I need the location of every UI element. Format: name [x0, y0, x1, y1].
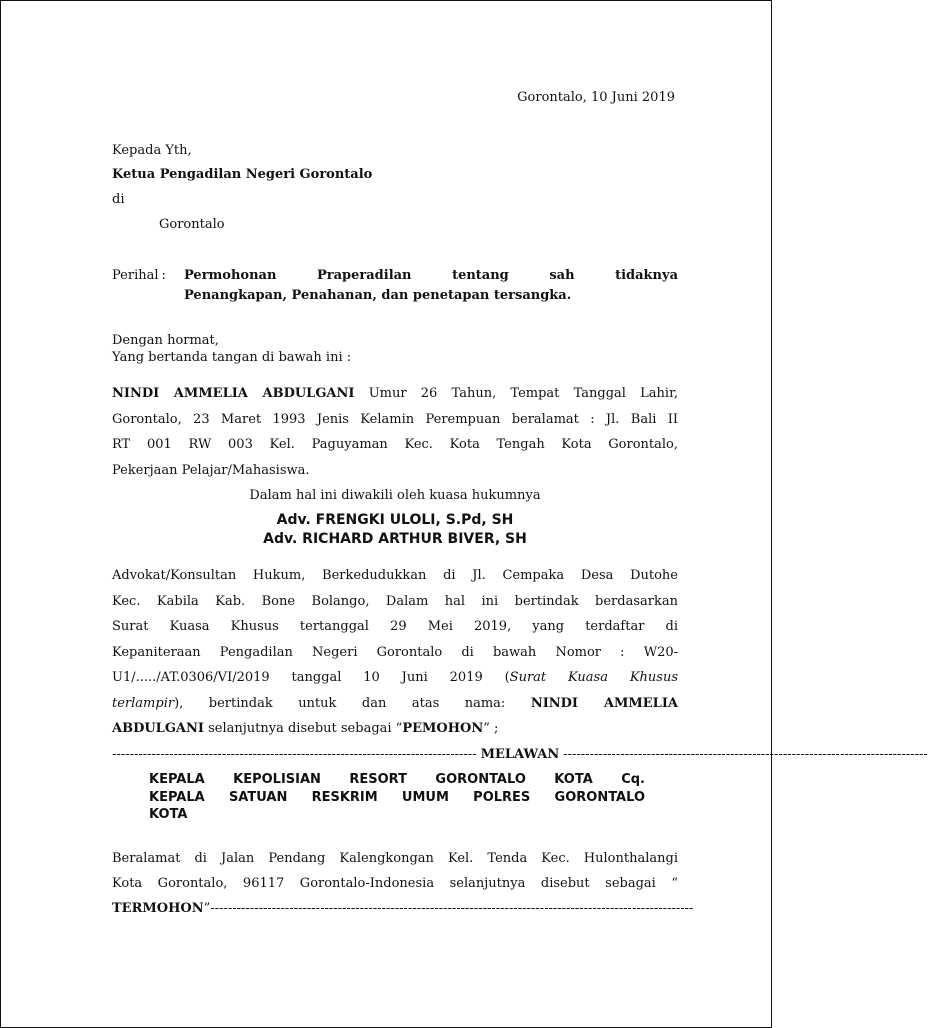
applicant-line-2: Gorontalo, 23 Maret 1993 Jenis Kelamin Perempuan beralamat : Jl. Bali II	[112, 411, 678, 427]
applicant-paragraph	[112, 381, 678, 483]
lawyer-1: Adv. FRENGKI ULOLI, S.Pd, SH	[276, 512, 514, 528]
subject-line-1: Permohonan Praperadilan tentang sah tidaknya	[184, 268, 678, 283]
applicant-name: NINDI AMMELIA ABDULGANI	[112, 386, 355, 401]
lawyer-2: Adv. RICHARD ARTHUR BIVER, SH	[263, 531, 527, 547]
versus-label: MELAWAN	[480, 747, 560, 762]
advocate-line-1: Advokat/Konsultan Hukum, Berkedudukkan di Jl. Cempaka Desa Dutohe	[112, 568, 678, 583]
dash-left: -----------------------------------------------------------------------------------	[112, 747, 477, 762]
respondent-line-1: KEPALA KEPOLISIAN RESORT GORONTALO KOTA Cq.	[149, 772, 645, 787]
advocate-line-5: U1/...../AT.0306/VI/2019 tanggal 10 Juni 2019 (Surat Kuasa Khusus	[112, 670, 678, 685]
respondent-line-3: KOTA	[149, 807, 188, 822]
applicant-line-1: NINDI AMMELIA ABDULGANI Umur 26 Tahun, Tempat Tanggal Lahir,	[112, 386, 678, 401]
recipient-title: Ketua Pengadilan Negeri Gorontalo	[112, 167, 373, 182]
respondent-line-2: KEPALA SATUAN RESKRIM UMUM POLRES GORONTALO	[149, 790, 645, 805]
advocate-paragraph	[112, 563, 678, 742]
subject-line-2: Penangkapan, Penahanan, dan penetapan tersangka.	[184, 288, 572, 303]
versus-divider	[112, 747, 928, 762]
advocate-line-7: ABDULGANI selanjutnya disebut sebagai “PEMOHON” ;	[112, 721, 499, 736]
applicant-line-3: RT 001 RW 003 Kel. Paguyaman Kec. Kota Tengah Kota Gorontalo,	[112, 437, 678, 452]
address-line-1: Beralamat di Jalan Pendang Kalengkongan Kel. Tenda Kec. Hulonthalangi	[112, 851, 678, 866]
advocate-line-3: Surat Kuasa Khusus tertanggal 29 Mei 2019, yang terdaftar di	[112, 619, 678, 634]
subject-label: Perihal :	[112, 268, 166, 283]
dash-right: -----------------------------------------------------------------------------------	[563, 747, 928, 762]
greeting: Dengan hormat,	[112, 333, 219, 348]
advocate-line-6: terlampir), bertindak untuk dan atas nama: NINDI AMMELIA	[112, 695, 678, 711]
recipient-di: di	[112, 192, 125, 207]
advocate-line-4: Kepaniteraan Pengadilan Negeri Gorontalo di bawah Nomor : W20-	[112, 644, 678, 660]
salutation: Kepada Yth,	[112, 143, 192, 158]
representation-intro: Dalam hal ini diwakili oleh kuasa hukumnya	[249, 488, 541, 503]
applicant-line-4: Pekerjaan Pelajar/Mahasiswa.	[112, 462, 310, 478]
place-date: Gorontalo, 10 Juni 2019	[517, 90, 675, 105]
dash-trail: --------------------------------------------------------------------------------------------------------------	[210, 901, 694, 916]
intro-line: Yang bertanda tangan di bawah ini :	[112, 350, 352, 365]
address-line-3: TERMOHON ” --------------------------------------------------------------------------------------------------------------	[112, 901, 694, 916]
termohon-label: TERMOHON	[112, 901, 204, 916]
address-line-2: Kota Gorontalo, 96117 Gorontalo-Indonesia selanjutnya disebut sebagai “	[112, 876, 678, 891]
advocate-line-2: Kec. Kabila Kab. Bone Bolango, Dalam hal ini bertindak berdasarkan	[112, 593, 678, 609]
recipient-city: Gorontalo	[159, 217, 225, 232]
